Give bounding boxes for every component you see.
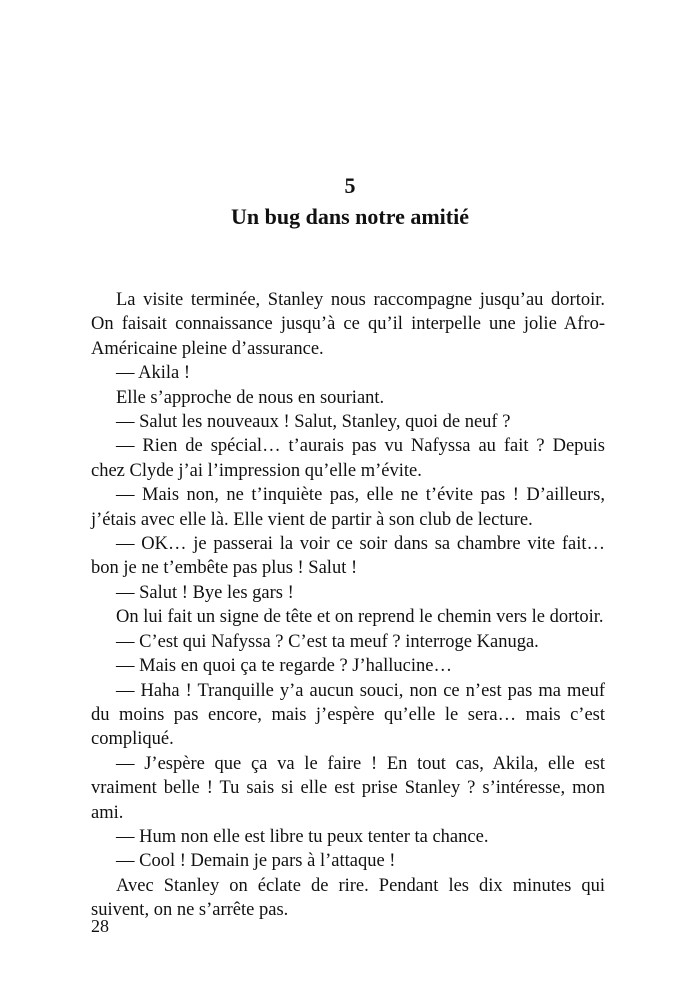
paragraph: — Mais en quoi ça te regarde ? J’hallucine… [116,656,452,677]
paragraph: — Haha ! Tranquille y’a aucun souci, non ce n’est pas ma meuf du moins pas encore, mais j’espère qu’elle le sera… mais c’est compliqué. [91,680,605,750]
paragraph: La visite terminée, Stanley nous raccompagne jusqu’au dortoir. On faisait connaissance jusqu’à ce qu’il interpelle une jolie Afro-Américaine pleine d’assurance. [91,290,605,359]
paragraph: — Akila ! [116,363,190,384]
paragraph: — Salut ! Bye les gars ! [116,582,294,603]
page-number: 28 [91,916,109,936]
paragraph: — Cool ! Demain je pars à l’attaque ! [116,851,396,872]
chapter-number: 5 [344,173,356,198]
paragraph: — OK… je passerai la voir ce soir dans sa chambre vite fait… bon je ne t’embête pas plus ! Salut ! [91,534,605,579]
paragraph: — Hum non elle est libre tu peux tenter ta chance. [116,826,489,847]
chapter-title: Un bug dans notre amitié [231,204,469,229]
paragraph: — Mais non, ne t’inquiète pas, elle ne t’évite pas ! D’ailleurs, j’étais avec elle là. Elle vient de partir à son club de lecture. [91,485,605,530]
body-text [91,288,605,923]
paragraph: — J’espère que ça va le faire ! En tout cas, Akila, elle est vraiment belle ! Tu sais si elle est prise Stanley ? s’intéresse, mon ami. [91,753,605,823]
paragraph: On lui fait un signe de tête et on reprend le chemin vers le dortoir. [116,607,604,628]
paragraph: Elle s’approche de nous en souriant. [116,387,385,408]
paragraph: — Rien de spécial… t’aurais pas vu Nafyssa au fait ? Depuis chez Clyde j’ai l’impression qu’elle m’évite. [91,436,605,481]
paragraph: Avec Stanley on éclate de rire. Pendant les dix minutes qui suivent, on ne s’arrête pas. [91,875,605,921]
paragraph: — C’est qui Nafyssa ? C’est ta meuf ? interroge Kanuga. [116,631,539,652]
paragraph: — Salut les nouveaux ! Salut, Stanley, quoi de neuf ? [116,412,511,433]
